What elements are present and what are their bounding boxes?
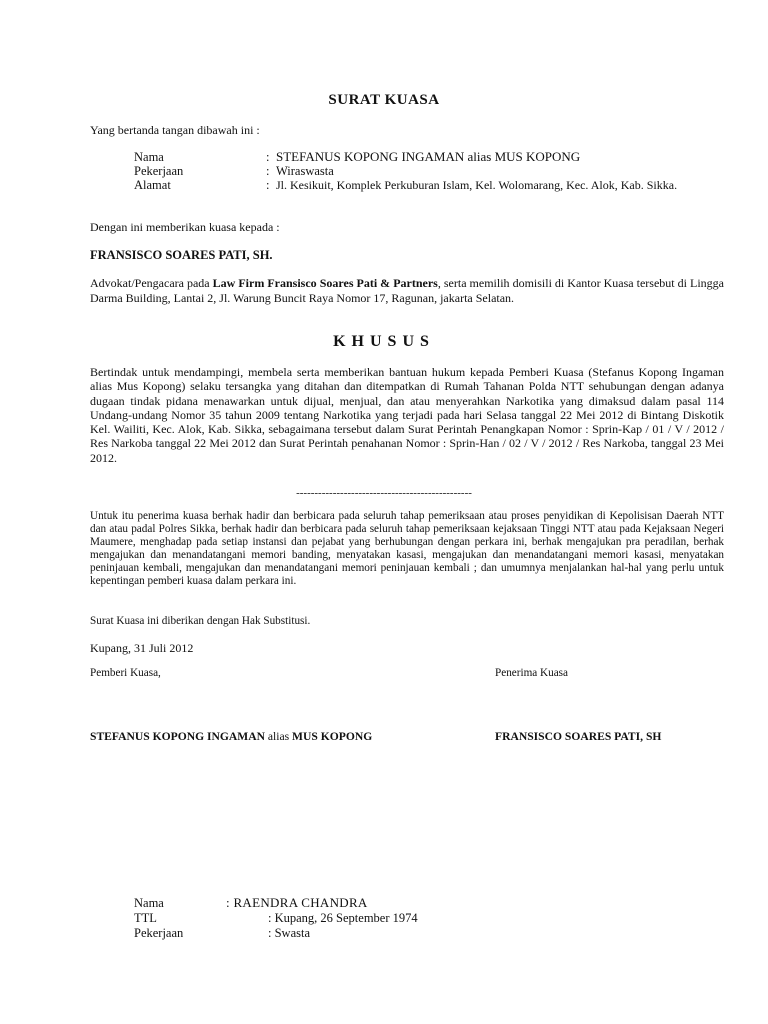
law-firm-name: Law Firm Fransisco Soares Pati & Partners [212, 276, 438, 290]
grantor-sig-name-b: MUS KOPONG [289, 730, 373, 743]
grantor-name-label: Nama [134, 150, 164, 164]
second-job-label: Pekerjaan [134, 926, 184, 940]
intro-text: Yang bertanda tangan dibawah ini : [90, 123, 260, 137]
grantor-job-colon: : [266, 164, 270, 178]
second-ttl-label: TTL [134, 911, 157, 925]
grantor-name-colon: : [266, 150, 270, 164]
grantor-job-label: Pekerjaan [134, 164, 184, 178]
attorney-para-pre: Advokat/Pengacara pada [90, 276, 213, 290]
substitution-text: Surat Kuasa ini diberikan dengan Hak Substitusi. [90, 615, 311, 627]
powers-paragraph: Untuk itu penerima kuasa berhak hadir dan berbicara pada seluruh tahap pemeriksaan atau proses penyidikan di Kepolisisan Daerah NTT dan atau padal Polres Sikka, berhak hadir dan berbicara pada seluruh tahap pemeriksaan kejaksaan Tinggi NTT atau pada Kejaksaan Negeri Maumere, menghadap pada setiap instansi dan pejabat yang berhubungan dengan perkara ini, berhak mengajukan pra peradilan, berhak mengajukan dan menandatangani memori banding, menyatakan kasasi, mengajukan dan menandatangani memori kasasi, menyatakan peninjauan kembali, mengajukan dan menandatangani memori peninjauan kembali ; dan umumnya menjalankan hal-hal yang perlu untuk kepentingan pemberi kuasa dalam perkara ini. [90, 510, 724, 588]
grantor-signature-label: Pemberi Kuasa, [90, 667, 161, 679]
receiver-signature-label: Penerima Kuasa [495, 667, 569, 679]
document-title: SURAT KUASA [328, 92, 440, 108]
grantor-name-value: STEFANUS KOPONG INGAMAN alias MUS KOPONG [276, 149, 581, 164]
receiver-signature-name: FRANSISCO SOARES PATI, SH [495, 730, 662, 743]
separator-line: ------------------------------------------------ [296, 487, 472, 499]
place-date: Kupang, 31 Juli 2012 [90, 641, 194, 655]
attorney-name: FRANSISCO SOARES PATI, SH. [90, 248, 273, 262]
grantor-sig-alias: alias [267, 730, 290, 743]
mandate-paragraph: Bertindak untuk mendampingi, membela serta memberikan bantuan hukum kepada Pemberi Kuasa (Stefanus Kopong Ingaman alias Mus Kopong) selaku tersangka yang ditahan dan ditempatkan di Rumah Tahanan Polda NTT sehubungan dengan adanya dugaan tindak pidana menawarkan untuk dijual, menjual, dan atau menyerahkan Narkotika yang dimaksud dalam pasal 114 Undang-undang Nomor 35 tahun 2009 tentang Narkotika yang terjadi pada hari Selasa tanggal 22 Mei 2012 di Bintang Diskotik Kel. Wailiti, Kec. Alok, Kab. Sikka, sebagaimana tersebut dalam Surat Perintah Penangkapan Nomor : Sprin-Kap / 01 / V / 2012 / Res Narkoba tanggal 22 Mei 2012 dan Surat Perintah penahanan Nomor : Sprin-Han / 02 / V / 2012 / Res Narkoba, tanggal 23 Mei 2012. [90, 365, 724, 465]
grantor-address-value: Jl. Kesikuit, Komplek Perkuburan Islam, Kel. Wolomarang, Kec. Alok, Kab. Sikka. [276, 178, 678, 192]
grant-text: Dengan ini memberikan kuasa kepada : [90, 220, 280, 234]
second-job-value: : Swasta [268, 926, 311, 940]
grantor-address-label: Alamat [134, 178, 171, 192]
attorney-paragraph [90, 276, 724, 305]
second-name-value: : RAENDRA CHANDRA [226, 895, 368, 910]
grantor-sig-name-a: STEFANUS KOPONG INGAMAN [90, 730, 268, 743]
grantor-job-value: Wiraswasta [276, 164, 334, 178]
attorney-para-post: , serta memilih domisili di Kantor Kuasa tersebut di Lingga Darma Building, Lantai 2, Jl. Warung Buncit Raya Nomor 17, Ragunan, jakarta Selatan. [90, 276, 724, 305]
grantor-signature-name [90, 730, 372, 743]
khusus-heading: KHUSUS [333, 333, 435, 350]
second-ttl-value: : Kupang, 26 September 1974 [268, 911, 418, 925]
grantor-address-colon: : [266, 178, 270, 192]
second-name-label: Nama [134, 896, 164, 910]
